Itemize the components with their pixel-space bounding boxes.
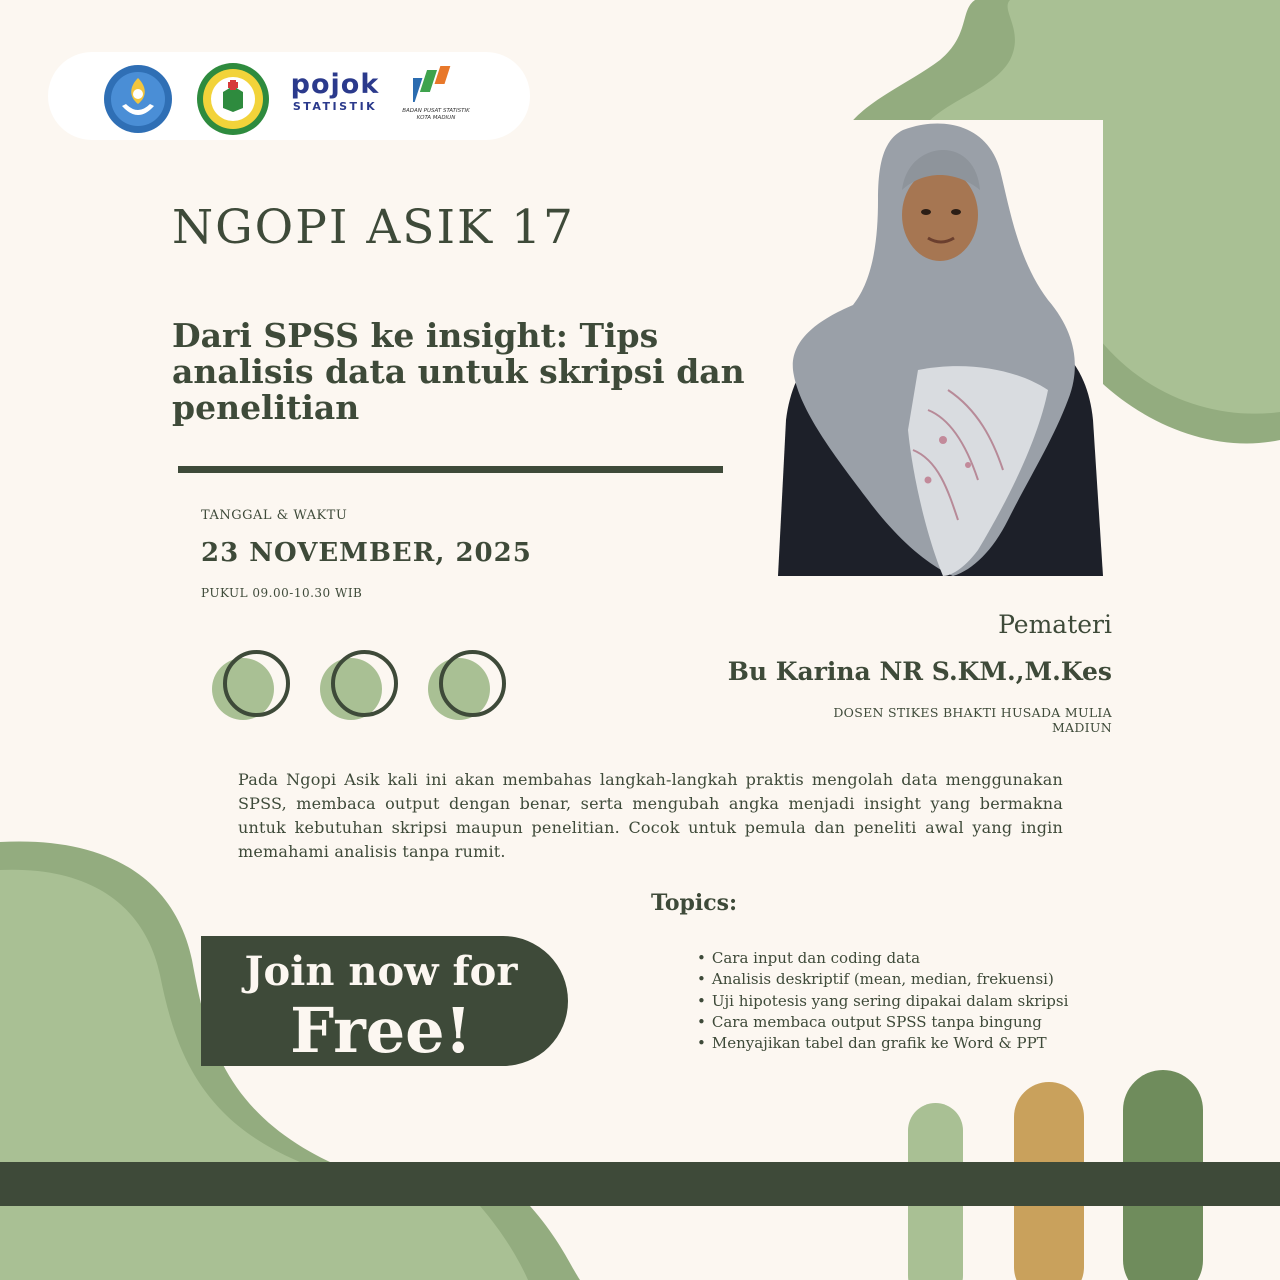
event-subtitle: Dari SPSS ke insight: Tips analisis data untuk skripsi dan penelitian (172, 316, 745, 427)
bps-city: KOTA MADIUN (416, 115, 456, 121)
decor-circle-ring-1 (223, 650, 290, 717)
speaker-institution: DOSEN STIKES BHAKTI HUSADA MULIA MADIUN (833, 705, 1112, 735)
topic-item: • Cara input dan coding data (697, 948, 1068, 969)
topic-item: • Cara membaca output SPSS tanpa bingung (697, 1012, 1068, 1033)
pojok-statistik-logo (290, 70, 380, 113)
event-description: Pada Ngopi Asik kali ini akan membahas langkah-langkah praktis mengolah data menggunakan SPSS, membaca output dengan benar, serta mengubah angka menjadi insight yang bermakna untuk kebutuhan skripsi maupun penelitian. Cocok untuk pemula dan peneliti awal yang ingin memahami analisis tanpa rumit. (238, 770, 1063, 861)
kemdikbud-logo (102, 64, 174, 134)
logo-bar (48, 52, 530, 140)
join-free-button[interactable] (201, 936, 568, 1066)
topics-heading: Topics: (651, 890, 738, 916)
bps-logo (395, 64, 477, 122)
cta-line-2: Free! (290, 994, 472, 1067)
footer-band (0, 1162, 1280, 1206)
topic-item: • Analisis deskriptif (mean, median, frekuensi) (697, 969, 1068, 990)
date-label: TANGGAL & WAKTU (201, 508, 348, 523)
statistik-wordmark: STATISTIK (292, 100, 378, 113)
decor-circle-ring-2 (331, 650, 398, 717)
speaker-role: Pemateri (998, 610, 1112, 639)
topic-item: • Uji hipotesis yang sering dipakai dalam skripsi (697, 991, 1068, 1012)
cta-line-1: Join now for (244, 948, 518, 995)
bps-name: BADAN PUSAT STATISTIK (402, 108, 470, 114)
bps-emblem (413, 64, 459, 104)
topic-item: • Menyajikan tabel dan grafik ke Word & PPT (697, 1033, 1068, 1054)
speaker-photo (778, 120, 1103, 576)
decor-circle-ring-3 (439, 650, 506, 717)
bottom-left-blob (0, 870, 528, 1280)
event-date: 23 NOVEMBER, 2025 (201, 538, 532, 568)
title-divider (178, 466, 723, 473)
event-time: PUKUL 09.00-10.30 WIB (201, 586, 363, 600)
stikes-logo (196, 62, 270, 136)
pojok-wordmark: pojok (290, 69, 380, 100)
event-title: NGOPI ASIK 17 (172, 200, 575, 255)
speaker-name: Bu Karina NR S.KM.,M.Kes (727, 657, 1112, 686)
topics-list (697, 948, 1068, 1054)
